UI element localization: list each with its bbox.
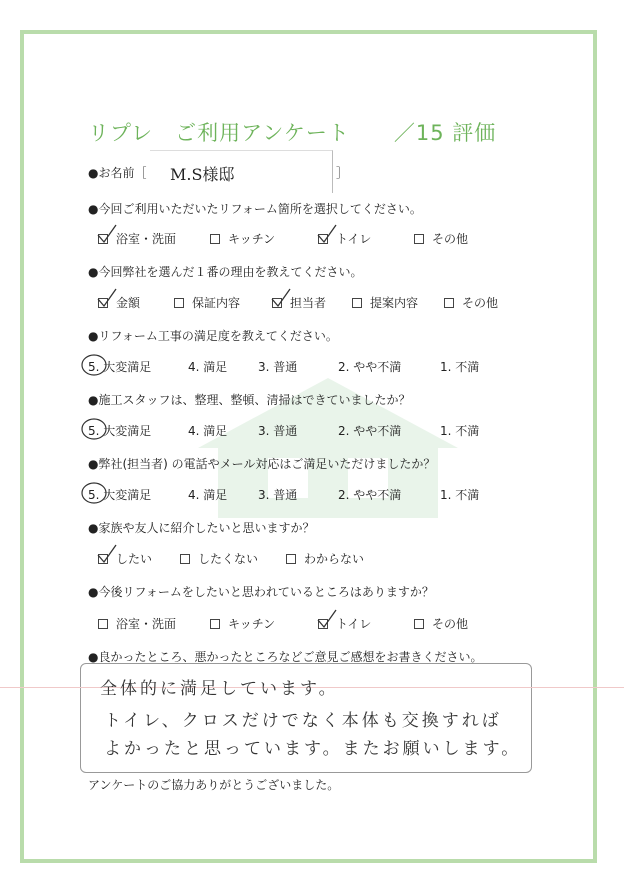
q5-rating-3[interactable]: 3. 普通 [258,488,298,502]
q1-option-bath[interactable]: 浴室・洗面 [98,230,176,247]
checkbox[interactable] [210,234,220,244]
question-8: ●良かったところ、悪かったところなどご意見ご感想をお書きください。 [88,650,483,664]
q4-rating-4[interactable]: 4. 満足 [188,424,228,438]
name-close-bracket: ］ [336,166,349,180]
circle-mark-icon [80,480,120,506]
q3-rating-4[interactable]: 4. 満足 [188,360,228,374]
q7-option-bath[interactable]: 浴室・洗面 [98,615,176,632]
comment-line-3: よかったと思っています。またお願いします。 [104,739,522,759]
checkbox[interactable] [98,554,108,564]
checkbox[interactable] [98,298,108,308]
checkbox[interactable] [98,234,108,244]
checkbox[interactable] [444,298,454,308]
question-6: ●家族や友人に紹介したいと思いますか？ [88,521,315,535]
q7-option-toilet[interactable]: トイレ [318,615,371,632]
check-mark-icon [270,289,292,309]
q7-options [88,615,568,631]
check-mark-icon [316,610,338,630]
check-mark-icon [96,545,118,565]
check-mark-icon [96,225,118,245]
footer-thanks: アンケートのご協力ありがとうございました。 [88,778,340,792]
q5-rating-2[interactable]: 2. やや不満 [338,488,402,502]
check-mark-icon [316,225,338,245]
q3-rating-5[interactable]: 5. 大変満足 [88,358,151,375]
q5-rating-5[interactable]: 5. 大変満足 [88,486,151,503]
circle-mark-icon [80,416,120,442]
q1-option-toilet[interactable]: トイレ [318,230,371,247]
circle-mark-icon [80,352,120,378]
question-1: ●今回ご利用いただいたリフォーム箇所を選択してください。 [88,202,422,216]
checkbox[interactable] [318,234,328,244]
question-2: ●今回弊社を選んだ１番の理由を教えてください。 [88,265,363,279]
q7-option-other[interactable]: その他 [414,615,468,632]
q6-option-no[interactable]: したくない [180,550,258,567]
q4-rating-5[interactable]: 5. 大変満足 [88,422,151,439]
q2-option-other[interactable]: その他 [444,294,498,311]
q2-option-warranty[interactable]: 保証内容 [174,294,240,311]
check-mark-icon [96,289,118,309]
checkbox[interactable] [414,619,424,629]
q4-rating-3[interactable]: 3. 普通 [258,424,298,438]
q1-options [88,230,568,246]
q5-rating-4[interactable]: 4. 満足 [188,488,228,502]
q3-rating-1[interactable]: 1. 不満 [440,360,480,374]
checkbox[interactable] [98,619,108,629]
question-7: ●今後リフォームをしたいと思われているところはありますか？ [88,585,434,599]
checkbox[interactable] [414,234,424,244]
q2-option-proposal[interactable]: 提案内容 [352,294,418,311]
checkbox[interactable] [180,554,190,564]
checkbox[interactable] [352,298,362,308]
comment-line-1: 全体的に満足しています。 [100,679,339,699]
q4-ratings [88,422,568,440]
question-5: ●弊社(担当者) の電話やメール対応はご満足いただけましたか？ [88,457,436,471]
survey-title: リプレ ご利用アンケート ／15 評価 [88,121,497,145]
q7-option-kitchen[interactable]: キッチン [210,615,275,632]
q3-rating-3[interactable]: 3. 普通 [258,360,298,374]
question-3: ●リフォーム工事の満足度を教えてください。 [88,329,338,343]
q5-rating-1[interactable]: 1. 不満 [440,488,480,502]
q1-option-kitchen[interactable]: キッチン [210,230,275,247]
q5-ratings [88,486,568,504]
checkbox[interactable] [272,298,282,308]
q2-option-price[interactable]: 金額 [98,294,140,311]
q2-option-staff[interactable]: 担当者 [272,294,326,311]
q3-ratings [88,358,568,376]
q1-option-other[interactable]: その他 [414,230,468,247]
name-value[interactable]: M.S様邸 [170,165,235,184]
q6-option-unsure[interactable]: わからない [286,550,364,567]
checkbox[interactable] [318,619,328,629]
question-4: ●施工スタッフは、整理、整頓、清掃はできていましたか？ [88,393,411,407]
checkbox[interactable] [210,619,220,629]
q6-option-yes[interactable]: したい [98,550,152,567]
q2-options [88,294,568,310]
comment-line-2: トイレ、クロスだけでなく本体も交換すれば [104,711,502,731]
name-label: ●お名前［ [88,166,147,180]
q4-rating-1[interactable]: 1. 不満 [440,424,480,438]
q3-rating-2[interactable]: 2. やや不満 [338,360,402,374]
q6-options [88,550,568,566]
checkbox[interactable] [286,554,296,564]
q4-rating-2[interactable]: 2. やや不満 [338,424,402,438]
checkbox[interactable] [174,298,184,308]
